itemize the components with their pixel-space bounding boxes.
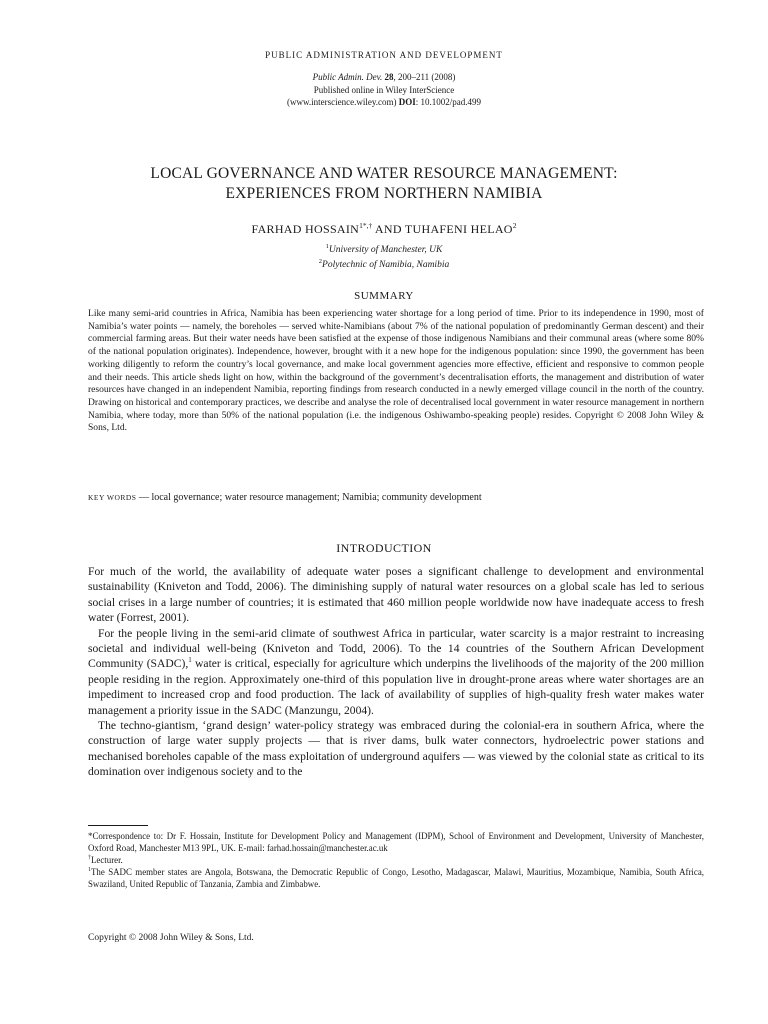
title-line-2: EXPERIENCES FROM NORTHERN NAMIBIA	[225, 185, 543, 202]
doi-label: DOI	[398, 97, 416, 107]
footnote-sadc-text: The SADC member states are Angola, Botswana, the Democratic Republic of Congo, Lesotho, Madagascar, Malawi, Mauritius, Mozambique, Namibia, South Africa, Swaziland, United Republic of Tanzania, Zambia and Zimbabwe.	[88, 867, 704, 889]
footnote-lecturer-text: Lecturer.	[91, 855, 123, 865]
citation-volume: 28	[384, 72, 394, 82]
author-1-marks: 1*,†	[359, 221, 373, 230]
author-conjunction: AND	[372, 222, 405, 236]
copyright-footer: Copyright © 2008 John Wiley & Sons, Ltd.	[88, 933, 254, 943]
paragraph-3: The techno-giantism, ‘grand design’ water-policy strategy was embraced during the colonial-era in southern Africa, where the construction of large water supply projects — that is river dams, bulk water connectors, hydroelectric power stations and mechanised boreholes capable of the mass exploitation of underground aquifers — was viewed by the colonial state as critical to its domination over indigenous society and to the	[88, 719, 704, 779]
footnote-lecturer	[88, 854, 704, 866]
footnote-lecturer-mark: †	[88, 855, 91, 861]
introduction-body	[88, 564, 704, 780]
keywords-label: KEY WORDS	[88, 493, 137, 502]
footnotes	[88, 830, 704, 890]
summary-text: Like many semi-arid countries in Africa, Namibia has been experiencing water shortage for a long period of time. Prior to its independence in 1990, most of Namibia’s water points — namely, the boreholes — served white-Namibians (about 7% of the national population of predominantly German descent) and their commercial farming areas. But their water needs have been satisfied at the expense of those indigenous Namibians and their communal areas (where some 80% of the national population originates). Independence, however, brought with it a new hope for the indigenous population: since 1990, the government has been working diligently to reform the country’s local governance, and make local government agencies more effective, efficient and responsive to common people and their needs. This article sheds light on how, within the background of the government’s decentralisation efforts, the management and distribution of water resources have changed in an independent Namibia, reporting findings from research conducted in a newly emerged village council in the north of the country. Drawing on historical and contemporary practices, we describe and analyse the role of decentralised local government in water resource management in northern Namibia, where today, more than 50% of the national population (i.e. the indigenous Oshiwambo-speaking people) resides. Copyright © 2008 John Wiley & Sons, Ltd.	[88, 308, 704, 434]
footnote-sadc-mark: 1	[88, 867, 91, 873]
citation-journal: Public Admin. Dev.	[312, 72, 383, 82]
author-1: FARHAD HOSSAIN	[251, 222, 360, 236]
paragraph-2-part-1: For the people living in the semi-arid climate of southwest Africa in particular, water scarcity is a major restraint to increasing societal and individual well-being (Kniveton and Todd, 2006). To the 14 countries of the Southern African Development Community (SADC),	[88, 626, 704, 671]
footnote-correspondence: *Correspondence to: Dr F. Hossain, Institute for Development Policy and Management (IDPM), School of Environment and Development, University of Manchester, Oxford Road, Manchester M13 9PL, UK. E-mail: farhad.hossain@manchester.ac.uk	[88, 831, 704, 853]
article-title	[0, 164, 768, 204]
affiliation-1-text: University of Manchester, UK	[328, 245, 443, 255]
affiliations	[0, 241, 768, 271]
author-line	[0, 221, 768, 237]
affiliation-1-mark: 1	[325, 243, 329, 250]
paragraph-2-part-2: water is critical, especially for agriculture which underpins the livelihoods of the majority of the 200 million people residing in the region. Approximately one-third of this population live in drought-prone areas where water shortages are an impediment to increased crop and food production. The lack of availability of supplies of high-quality fresh water makes water management a priority issue in the SADC (Manzungu, 2004).	[88, 657, 705, 717]
affiliation-2-mark: 2	[318, 258, 323, 265]
summary-heading: SUMMARY	[354, 290, 414, 302]
affiliation-1	[0, 241, 768, 256]
citation-block	[0, 71, 768, 109]
journal-name: PUBLIC ADMINISTRATION AND DEVELOPMENT	[265, 50, 503, 60]
citation-pages-year: , 200–211 (2008)	[393, 72, 456, 82]
footnote-divider	[88, 825, 148, 826]
title-line-1: LOCAL GOVERNANCE AND WATER RESOURCE MANAGEMENT:	[150, 165, 618, 182]
introduction-heading: INTRODUCTION	[336, 541, 432, 555]
citation-line	[0, 71, 768, 84]
footnote-ref-1[interactable]: 1	[188, 656, 192, 665]
footnote-sadc	[88, 866, 704, 890]
author-2-marks: 2	[512, 221, 517, 230]
affiliation-2	[0, 256, 768, 271]
affiliation-2-text: Polytechnic of Namibia, Namibia	[322, 260, 450, 270]
keywords-text: — local governance; water resource management; Namibia; community development	[136, 492, 482, 503]
doi-line	[0, 96, 768, 109]
keywords	[88, 492, 704, 504]
paragraph-1: For much of the world, the availability of adequate water poses a significant challenge to development and environmental sustainability (Kniveton and Todd, 2006). The diminishing supply of natural water resources on a global scale has led to serious social crises in a large number of countries; it is estimated that 460 million people worldwide now have inadequate access to fresh water (Forrest, 2001).	[88, 565, 704, 625]
publisher-url[interactable]: (www.interscience.wiley.com)	[286, 97, 397, 107]
doi-value[interactable]: : 10.1002/pad.499	[415, 97, 482, 107]
author-2: TUHAFENI HELAO	[404, 222, 513, 236]
published-online: Published online in Wiley InterScience	[313, 84, 455, 95]
paragraph-2	[88, 626, 704, 718]
